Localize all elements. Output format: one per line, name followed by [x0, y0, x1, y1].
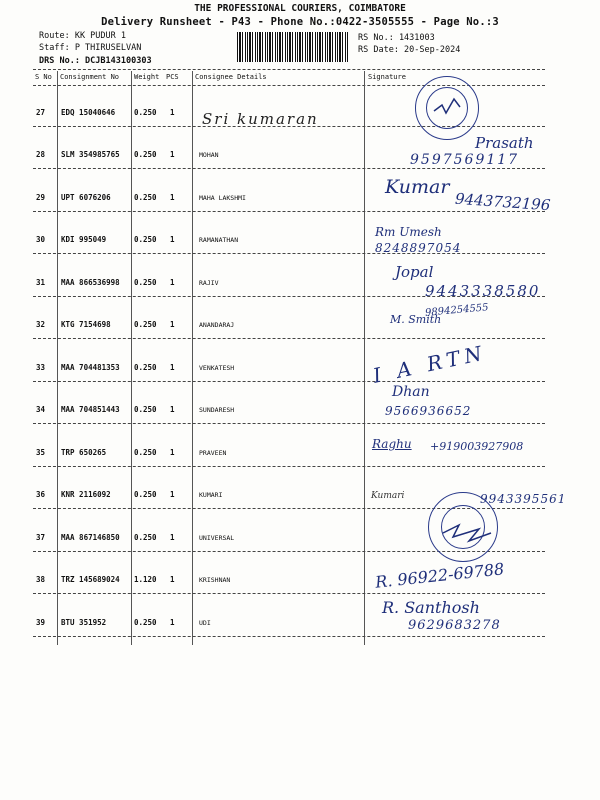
row-consignment: EDQ 15040646 [61, 108, 116, 117]
row-weight: 0.250 [134, 193, 157, 202]
row-consignment: KDI 995049 [61, 235, 107, 244]
row-consignee: KRISHNAN [199, 576, 231, 584]
handwritten-signature: Dhan [392, 384, 430, 400]
row-consignee: RAMANATHAN [199, 236, 239, 244]
handwritten-signature: Kumari [371, 491, 405, 501]
column-header-consignee: Consignee Details [195, 73, 267, 81]
row-weight: 0.250 [134, 150, 157, 159]
row-sno: 34 [36, 405, 46, 414]
row-pcs: 1 [170, 533, 175, 542]
row-consignee: SUNDARESH [199, 406, 235, 414]
column-header-sno: S No [35, 73, 52, 81]
column-header-weight: Weight [134, 73, 160, 81]
row-weight: 0.250 [134, 235, 157, 244]
handwritten-phone: 8248897054 [375, 241, 462, 255]
row-sno: 38 [36, 575, 46, 584]
staff-label: Staff: P THIRUSELVAN [39, 43, 142, 53]
row-consignment: MAA 866536998 [61, 278, 120, 287]
table-row [0, 341, 600, 382]
runsheet-subtitle: Delivery Runsheet - P43 - Phone No.:0422-3505555 - Page No.:3 [101, 16, 499, 28]
row-sno: 30 [36, 235, 46, 244]
row-consignee: UDI [199, 619, 211, 627]
company-stamp-icon [415, 76, 479, 140]
row-consignment: MAA 704481353 [61, 363, 120, 372]
handwritten-signature: Prasath [475, 134, 534, 152]
row-weight: 1.120 [134, 575, 157, 584]
row-consignee: MOHAN [199, 151, 219, 159]
row-consignment: TRZ 145689024 [61, 575, 120, 584]
row-pcs: 1 [170, 575, 175, 584]
row-consignment: KNR 2116092 [61, 490, 111, 499]
row-consignment: KTG 7154698 [61, 320, 111, 329]
company-title: THE PROFESSIONAL COURIERS, COIMBATORE [194, 3, 406, 14]
table-row [0, 511, 600, 552]
row-consignee: VENKATESH [199, 364, 235, 372]
row-weight: 0.250 [134, 363, 157, 372]
row-pcs: 1 [170, 448, 175, 457]
column-header-pcs: PCS [166, 73, 179, 81]
handwritten-phone: 9943395561 [480, 492, 567, 506]
handwritten-phone: 9894254555 [424, 302, 489, 319]
handwritten-phone: 9629683278 [408, 618, 501, 633]
rs-date: RS Date: 20-Sep-2024 [358, 45, 461, 55]
handwritten-signature: R. Santhosh [382, 598, 480, 617]
handwritten-phone: 9443338580 [425, 282, 541, 300]
row-weight: 0.250 [134, 448, 157, 457]
handwritten-phone: 9566936652 [385, 404, 472, 418]
rs-number: RS No.: 1431003 [358, 33, 435, 43]
row-weight: 0.250 [134, 278, 157, 287]
row-pcs: 1 [170, 320, 175, 329]
row-sno: 27 [36, 108, 46, 117]
table-row [0, 553, 600, 594]
row-sno: 37 [36, 533, 46, 542]
row-pcs: 1 [170, 363, 175, 372]
row-sno: 33 [36, 363, 46, 372]
row-pcs: 1 [170, 150, 175, 159]
row-weight: 0.250 [134, 320, 157, 329]
table-row [0, 596, 600, 637]
route-label: Route: KK PUDUR 1 [39, 31, 126, 41]
row-weight: 0.250 [134, 405, 157, 414]
row-pcs: 1 [170, 405, 175, 414]
row-consignee: PRAVEEN [199, 449, 227, 457]
row-consignment: SLM 354985765 [61, 150, 120, 159]
row-pcs: 1 [170, 490, 175, 499]
handwritten-phone: 9597569117 [410, 152, 520, 168]
handwritten-signature: Jopal [395, 263, 434, 281]
row-consignment: MAA 867146850 [61, 533, 120, 542]
row-weight: 0.250 [134, 108, 157, 117]
row-consignee: RAJIV [199, 279, 219, 287]
row-sno: 35 [36, 448, 46, 457]
company-stamp-icon [428, 492, 498, 562]
table-row [0, 383, 600, 424]
row-consignment: BTU 351952 [61, 618, 107, 627]
row-consignment: MAA 704851443 [61, 405, 120, 414]
row-sno: 31 [36, 278, 46, 287]
row-pcs: 1 [170, 235, 175, 244]
row-sno: 39 [36, 618, 46, 627]
handwritten-signature: I A RTN [370, 340, 489, 388]
row-sno: 36 [36, 490, 46, 499]
barcode-image [237, 32, 349, 62]
handwritten-signature: Rm Umesh [375, 225, 442, 239]
row-consignee: KUMARI [199, 491, 223, 499]
row-consignment: UPT 6076206 [61, 193, 111, 202]
row-consignment: TRP 650265 [61, 448, 107, 457]
handwritten-signature: Sri kumaran [202, 110, 319, 128]
row-pcs: 1 [170, 618, 175, 627]
handwritten-signature: M. Smith [390, 313, 442, 326]
drs-label: DRS No.: DCJB143100303 [39, 56, 152, 66]
row-pcs: 1 [170, 278, 175, 287]
row-consignee: UNIVERSAL [199, 534, 235, 542]
column-header-signature: Signature [368, 73, 406, 81]
column-header-consignment: Consignment No [60, 73, 120, 81]
table-top-rule [33, 69, 545, 70]
row-weight: 0.250 [134, 618, 157, 627]
row-sno: 29 [36, 193, 46, 202]
row-pcs: 1 [170, 193, 175, 202]
row-consignee: MAHA LAKSHMI [199, 194, 246, 202]
handwritten-signature: R. 96922-69788 [374, 559, 506, 592]
row-weight: 0.250 [134, 490, 157, 499]
handwritten-phone: 9443732196 [454, 189, 551, 215]
row-sno: 28 [36, 150, 46, 159]
handwritten-signature: Raghu [372, 437, 412, 451]
handwritten-phone: +919003927908 [430, 440, 524, 453]
row-consignee: ANANDARAJ [199, 321, 235, 329]
row-pcs: 1 [170, 108, 175, 117]
row-sno: 32 [36, 320, 46, 329]
table-row [0, 213, 600, 254]
row-weight: 0.250 [134, 533, 157, 542]
handwritten-signature: Kumar [385, 176, 450, 198]
table-row [0, 298, 600, 339]
